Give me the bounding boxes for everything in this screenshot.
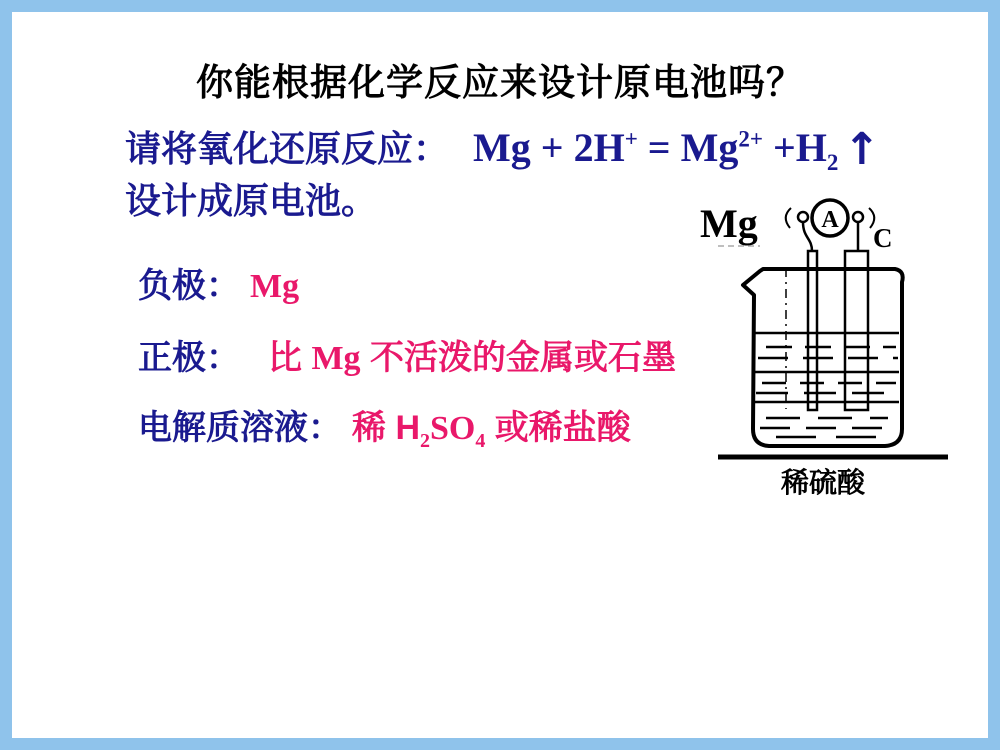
wire-left bbox=[803, 222, 812, 251]
equation-part: Mg + 2H bbox=[473, 125, 625, 170]
prompt-line-1 bbox=[125, 122, 880, 175]
electrolyte-subscript: 2 bbox=[420, 429, 430, 452]
anode-label: 负极： bbox=[138, 267, 240, 305]
equation-superscript: + bbox=[624, 126, 638, 152]
liquid-lines bbox=[755, 333, 899, 437]
electrolyte-line bbox=[138, 400, 631, 452]
electrolyte-part: 或稀盐酸 bbox=[485, 409, 631, 447]
electrode-carbon bbox=[845, 251, 868, 410]
prompt-prefix: 请将氧化还原反应： bbox=[125, 128, 450, 169]
cathode-value-suffix: 不活泼的金属或石墨 bbox=[360, 339, 676, 377]
chemical-equation bbox=[473, 124, 881, 175]
diagram-caption: 稀硫酸 bbox=[780, 467, 866, 498]
anode-value: Mg bbox=[250, 268, 300, 305]
electrolyte-part: 稀 H bbox=[352, 409, 420, 447]
ammeter-label: A bbox=[821, 207, 839, 233]
cathode-label: 正极： bbox=[138, 339, 240, 377]
terminal-right bbox=[853, 212, 863, 222]
electrolyte-subscript: 4 bbox=[475, 429, 486, 452]
electrolyte-part: SO bbox=[430, 410, 476, 447]
anode-line bbox=[138, 258, 299, 307]
equation-superscript: 2+ bbox=[738, 126, 763, 152]
terminal-curl-left bbox=[786, 208, 791, 228]
equation-part: = Mg bbox=[637, 125, 739, 170]
diagram-left-electrode-label: Mg bbox=[700, 201, 758, 246]
carbon-electrode-label: C bbox=[873, 223, 893, 253]
equation-subscript: 2 bbox=[826, 150, 839, 175]
electrolyte-label: 电解质溶液： bbox=[138, 409, 342, 447]
cathode-value-mg: Mg bbox=[311, 340, 361, 377]
gas-up-arrow: ↑ bbox=[843, 124, 881, 175]
electrode-mg bbox=[808, 251, 817, 410]
prompt-line-2: 设计成原电池。 bbox=[125, 180, 378, 221]
terminal-left bbox=[798, 212, 808, 222]
equation-part: +H bbox=[762, 125, 827, 170]
electrolyte-value bbox=[352, 409, 631, 452]
cathode-value-prefix: 比 bbox=[268, 339, 312, 377]
cathode-line bbox=[138, 330, 676, 379]
slide-title: 你能根据化学反应来设计原电池吗？ bbox=[196, 62, 804, 103]
